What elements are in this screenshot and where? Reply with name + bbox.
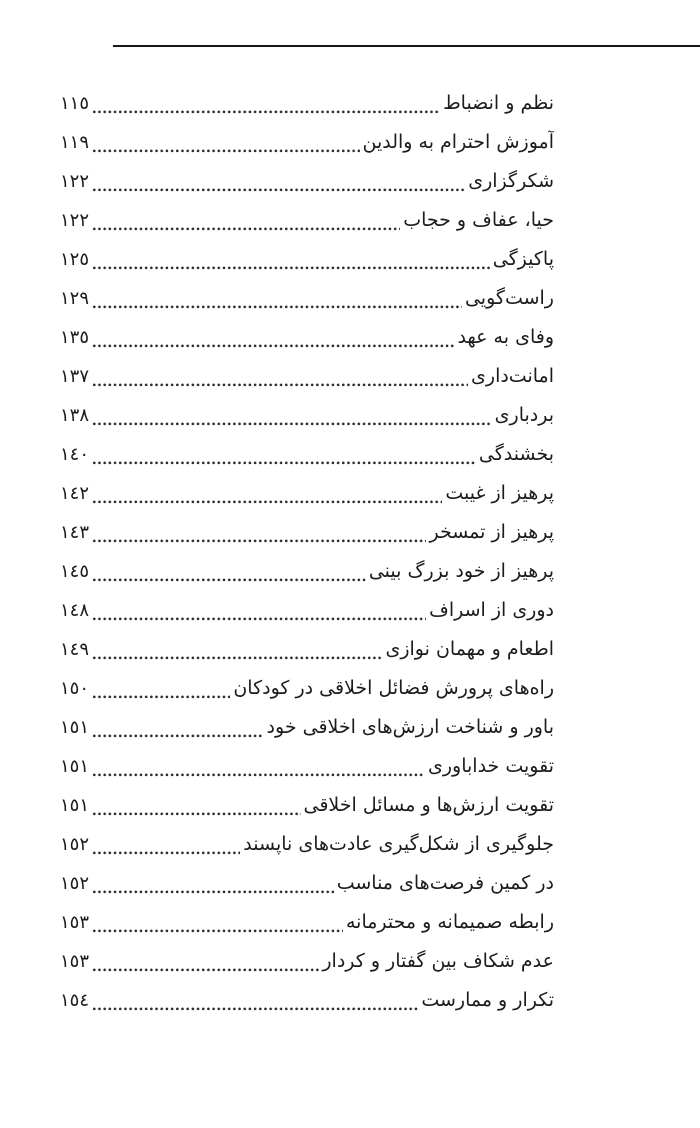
toc-entry-page-number: ١٢٢ bbox=[60, 210, 90, 231]
dot-leader bbox=[93, 812, 300, 816]
toc-entry-title: باور و شناخت ارزش‌های اخلاقی خود bbox=[266, 716, 554, 738]
dot-leader bbox=[93, 305, 462, 309]
toc-entry-page-number: ١٢٢ bbox=[60, 171, 90, 192]
toc-row bbox=[60, 318, 554, 357]
dot-leader bbox=[93, 695, 230, 699]
toc-entry-title: شکرگزاری bbox=[468, 170, 554, 192]
toc-entry-title: بردباری bbox=[494, 404, 554, 426]
table-of-contents bbox=[60, 84, 554, 1020]
toc-entry-title: رابطه صمیمانه و محترمانه bbox=[345, 911, 554, 933]
dot-leader bbox=[93, 734, 264, 738]
toc-entry-title: امانت‌داری bbox=[471, 365, 554, 387]
toc-entry-title: بخشندگی bbox=[478, 443, 554, 465]
toc-entry-title: عدم شکاف بین گفتار و کردار bbox=[322, 950, 554, 972]
toc-row bbox=[60, 396, 554, 435]
toc-entry-title: راه‌های پرورش فضائل اخلاقی در کودکان bbox=[233, 677, 554, 699]
dot-leader bbox=[93, 851, 240, 855]
toc-entry-page-number: ١٤٥ bbox=[60, 561, 90, 582]
header-rule bbox=[113, 45, 700, 47]
toc-entry-page-number: ١٣٥ bbox=[60, 327, 90, 348]
toc-entry-title: پرهیز از تمسخر bbox=[429, 521, 554, 543]
dot-leader bbox=[93, 110, 440, 114]
toc-entry-page-number: ١٣٧ bbox=[60, 366, 90, 387]
toc-row bbox=[60, 279, 554, 318]
dot-leader bbox=[93, 461, 476, 465]
toc-entry-page-number: ١١٥ bbox=[60, 93, 90, 114]
toc-row bbox=[60, 474, 554, 513]
toc-entry-title: تقویت ارزش‌ها و مسائل اخلاقی bbox=[303, 794, 554, 816]
toc-entry-title: پرهیز از غیبت bbox=[445, 482, 554, 504]
dot-leader bbox=[93, 929, 343, 933]
dot-leader bbox=[93, 266, 490, 270]
dot-leader bbox=[93, 1007, 418, 1011]
dot-leader bbox=[93, 500, 442, 504]
toc-row bbox=[60, 747, 554, 786]
toc-row bbox=[60, 981, 554, 1020]
toc-row bbox=[60, 201, 554, 240]
dot-leader bbox=[93, 227, 400, 231]
dot-leader bbox=[93, 422, 492, 426]
dot-leader bbox=[93, 578, 366, 582]
toc-entry-page-number: ١٤٩ bbox=[60, 639, 90, 660]
toc-entry-title: وفای به عهد bbox=[457, 326, 554, 348]
toc-entry-page-number: ١٥٢ bbox=[60, 834, 90, 855]
toc-entry-title: تکرار و ممارست bbox=[421, 989, 554, 1011]
dot-leader bbox=[93, 188, 465, 192]
toc-row bbox=[60, 786, 554, 825]
dot-leader bbox=[93, 617, 426, 621]
toc-row bbox=[60, 552, 554, 591]
toc-entry-page-number: ١٥٢ bbox=[60, 873, 90, 894]
dot-leader bbox=[93, 149, 360, 153]
toc-entry-title: پرهیز از خود بزرگ بینی bbox=[368, 560, 554, 582]
toc-entry-page-number: ١٥٤ bbox=[60, 990, 90, 1011]
toc-entry-page-number: ١٤٨ bbox=[60, 600, 90, 621]
dot-leader bbox=[93, 383, 468, 387]
toc-row bbox=[60, 435, 554, 474]
toc-row bbox=[60, 825, 554, 864]
dot-leader bbox=[93, 656, 382, 660]
toc-entry-page-number: ١٤٢ bbox=[60, 483, 90, 504]
toc-row bbox=[60, 357, 554, 396]
toc-entry-title: اطعام و مهمان نوازی bbox=[385, 638, 554, 660]
toc-entry-title: پاکیزگی bbox=[492, 248, 554, 270]
toc-entry-title: جلوگیری از شکل‌گیری عادت‌های ناپسند bbox=[243, 833, 554, 855]
toc-row bbox=[60, 942, 554, 981]
toc-entry-page-number: ١٤٣ bbox=[60, 522, 90, 543]
toc-row bbox=[60, 84, 554, 123]
toc-entry-title: آموزش احترام به والدین bbox=[362, 131, 554, 153]
toc-row bbox=[60, 708, 554, 747]
dot-leader bbox=[93, 539, 426, 543]
toc-entry-page-number: ١٥٣ bbox=[60, 951, 90, 972]
toc-entry-page-number: ١٥٠ bbox=[60, 678, 90, 699]
toc-entry-page-number: ١٣٨ bbox=[60, 405, 90, 426]
toc-row bbox=[60, 630, 554, 669]
toc-entry-page-number: ١٥١ bbox=[60, 795, 90, 816]
toc-row bbox=[60, 162, 554, 201]
dot-leader bbox=[93, 968, 319, 972]
toc-row bbox=[60, 591, 554, 630]
dot-leader bbox=[93, 890, 334, 894]
toc-row bbox=[60, 669, 554, 708]
toc-entry-page-number: ١١٩ bbox=[60, 132, 90, 153]
toc-entry-title: نظم و انضباط bbox=[443, 92, 554, 114]
toc-entry-title: حیا، عفاف و حجاب bbox=[403, 209, 554, 231]
toc-entry-title: دوری از اسراف bbox=[429, 599, 554, 621]
toc-row bbox=[60, 240, 554, 279]
toc-entry-page-number: ١٤٠ bbox=[60, 444, 90, 465]
toc-entry-page-number: ١٥١ bbox=[60, 756, 90, 777]
toc-row bbox=[60, 864, 554, 903]
toc-entry-title: راست‌گویی bbox=[464, 287, 554, 309]
dot-leader bbox=[93, 344, 454, 348]
dot-leader bbox=[93, 773, 425, 777]
toc-entry-page-number: ١٢٩ bbox=[60, 288, 90, 309]
toc-row bbox=[60, 513, 554, 552]
toc-row bbox=[60, 123, 554, 162]
toc-entry-page-number: ١٥٣ bbox=[60, 912, 90, 933]
toc-row bbox=[60, 903, 554, 942]
toc-entry-title: در کمین فرصت‌های مناسب bbox=[336, 872, 554, 894]
toc-entry-page-number: ١٢٥ bbox=[60, 249, 90, 270]
toc-entry-page-number: ١٥١ bbox=[60, 717, 90, 738]
toc-entry-title: تقویت خداباوری bbox=[428, 755, 554, 777]
